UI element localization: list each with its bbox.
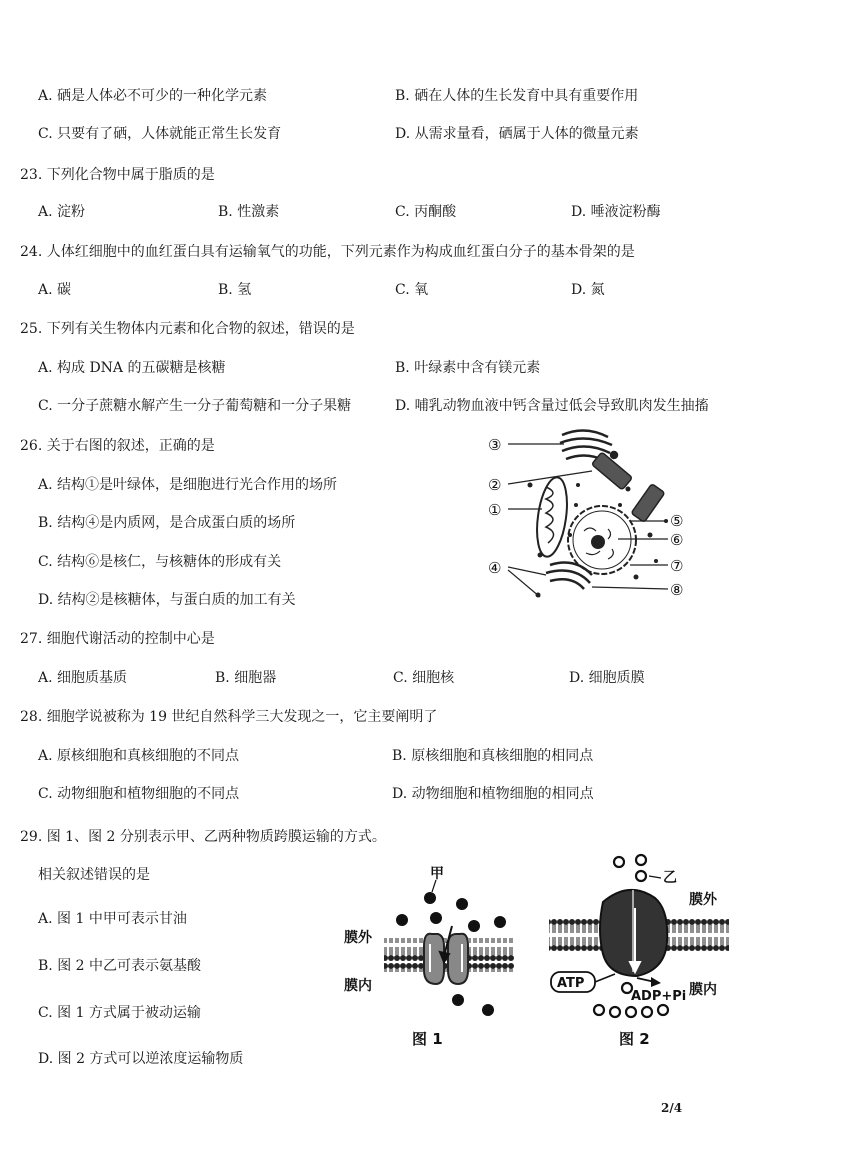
q24-stem: 24. 人体红细胞中的血红蛋白具有运输氧气的功能，下列元素作为构成血红蛋白分子的基本骨架的是 bbox=[20, 244, 635, 260]
svg-text:④: ④ bbox=[488, 559, 502, 577]
q26-stem: 26. 关于右图的叙述，正确的是 bbox=[20, 438, 215, 454]
fig2-adp-label: ADP+Pi bbox=[631, 989, 687, 1004]
fig2-outside-label: 膜外 bbox=[689, 892, 717, 908]
q22-option-a: A. 硒是人体必不可少的一种化学元素 bbox=[38, 88, 268, 104]
q28-stem: 28. 细胞学说被称为 19 世纪自然科学三大发现之一，它主要阐明了 bbox=[20, 709, 438, 725]
fig2-inside-label: 膜内 bbox=[689, 982, 717, 998]
q23-option-d: D. 唾液淀粉酶 bbox=[571, 204, 661, 220]
q28-option-b: B. 原核细胞和真核细胞的相同点 bbox=[392, 748, 594, 764]
svg-text:⑦: ⑦ bbox=[670, 557, 684, 575]
q27-stem: 27. 细胞代谢活动的控制中心是 bbox=[20, 631, 215, 647]
figure-1-channel-transport bbox=[340, 860, 530, 1050]
q29-stem: 29. 图 1、图 2 分别表示甲、乙两种物质跨膜运输的方式。 bbox=[20, 829, 386, 845]
q27-option-d: D. 细胞质膜 bbox=[569, 670, 645, 686]
svg-text:①: ① bbox=[488, 501, 502, 519]
yi-pointer bbox=[649, 876, 661, 878]
q27-option-c: C. 细胞核 bbox=[393, 670, 455, 686]
q23-option-b: B. 性激素 bbox=[218, 204, 280, 220]
q24-option-b: B. 氢 bbox=[218, 282, 252, 298]
svg-text:③: ③ bbox=[488, 436, 502, 454]
nucleus bbox=[568, 506, 636, 574]
animal-cell-figure bbox=[480, 425, 710, 610]
q29-option-d: D. 图 2 方式可以逆浓度运输物质 bbox=[38, 1051, 244, 1067]
mitochondrion bbox=[533, 475, 572, 558]
fig2-caption: 图 2 bbox=[619, 1030, 650, 1048]
q28-option-a: A. 原核细胞和真核细胞的不同点 bbox=[38, 748, 240, 764]
q29-option-c: C. 图 1 方式属于被动运输 bbox=[38, 1005, 201, 1021]
q24-option-c: C. 氧 bbox=[395, 282, 429, 298]
q26-option-a: A. 结构①是叶绿体，是细胞进行光合作用的场所 bbox=[38, 477, 338, 493]
q28-option-c: C. 动物细胞和植物细胞的不同点 bbox=[38, 786, 240, 802]
q26-option-d: D. 结构②是核糖体，与蛋白质的加工有关 bbox=[38, 592, 296, 608]
q23-option-a: A. 淀粉 bbox=[38, 204, 86, 220]
q28-option-d: D. 动物细胞和植物细胞的相同点 bbox=[392, 786, 594, 802]
q26-option-c: C. 结构⑥是核仁，与核糖体的形成有关 bbox=[38, 554, 282, 570]
fig1-jia-label: 甲 bbox=[430, 866, 444, 882]
q24-option-a: A. 碳 bbox=[38, 282, 72, 298]
q27-option-a: A. 细胞质基质 bbox=[38, 670, 128, 686]
q23-stem: 23. 下列化合物中属于脂质的是 bbox=[20, 167, 215, 183]
svg-text:⑥: ⑥ bbox=[670, 531, 684, 549]
figure-2-active-transport bbox=[545, 850, 735, 1050]
svg-text:⑧: ⑧ bbox=[670, 581, 684, 599]
q22-option-b: B. 硒在人体的生长发育中具有重要作用 bbox=[395, 88, 639, 104]
q22-option-c: C. 只要有了硒，人体就能正常生长发育 bbox=[38, 126, 282, 142]
q25-stem: 25. 下列有关生物体内元素和化合物的叙述，错误的是 bbox=[20, 321, 355, 337]
q25-option-c: C. 一分子蔗糖水解产生一分子葡萄糖和一分子果糖 bbox=[38, 398, 352, 414]
q25-option-d: D. 哺乳动物血液中钙含量过低会导致肌肉发生抽搐 bbox=[395, 398, 709, 414]
fig1-caption: 图 1 bbox=[412, 1030, 443, 1048]
svg-text:⑤: ⑤ bbox=[670, 512, 684, 530]
q23-option-c: C. 丙酮酸 bbox=[395, 204, 457, 220]
q22-option-d: D. 从需求量看，硒属于人体的微量元素 bbox=[395, 126, 639, 142]
fig1-outside-label: 膜外 bbox=[344, 930, 372, 946]
q27-option-b: B. 细胞器 bbox=[215, 670, 277, 686]
page-number: 2/4 bbox=[661, 1101, 683, 1115]
q29-subtitle: 相关叙述错误的是 bbox=[38, 867, 150, 883]
q26-option-b: B. 结构④是内质网，是合成蛋白质的场所 bbox=[38, 515, 296, 531]
fig1-inside-label: 膜内 bbox=[344, 978, 372, 994]
q29-option-b: B. 图 2 中乙可表示氨基酸 bbox=[38, 958, 201, 974]
q29-option-a: A. 图 1 中甲可表示甘油 bbox=[38, 911, 187, 927]
fig2-yi-label: 乙 bbox=[663, 870, 677, 886]
q24-option-d: D. 氮 bbox=[571, 282, 605, 298]
fig2-atp-label: ATP bbox=[557, 976, 585, 991]
q25-option-a: A. 构成 DNA 的五碳糖是核糖 bbox=[38, 360, 226, 376]
q25-option-b: B. 叶绿素中含有镁元素 bbox=[395, 360, 541, 376]
svg-text:②: ② bbox=[488, 476, 502, 494]
